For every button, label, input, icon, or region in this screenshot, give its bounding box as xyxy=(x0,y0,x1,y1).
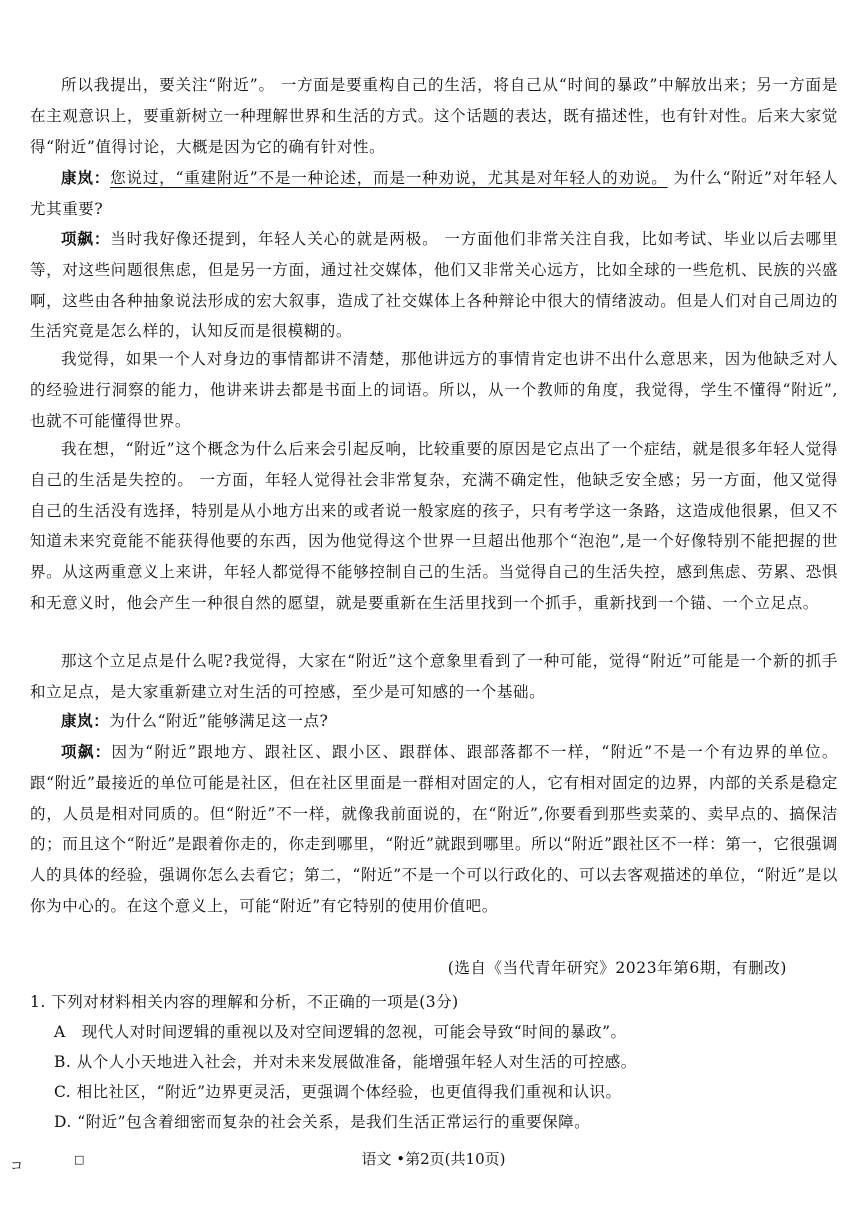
option-a: A 现代人对时间逻辑的重视以及对空间逻辑的忽视，可能会导致“时间的暴政”。 xyxy=(54,1023,627,1041)
paragraph-1: 所以我提出，要关注“附近”。 一方面是要重构自己的生活，将自己从“时间的暴政”中解放出来；另一方面是在主观意识上，要重新树立一种理解世界和生活的方式。这个话题的表达，既有描述性，也有针对性。后来大家觉得“附近”值得讨论，大概是因为它的确有针对性。 xyxy=(30,76,838,156)
speaker-xiangbiao: 项飙： xyxy=(61,743,112,761)
speaker-kanglan: 康岚： xyxy=(61,712,110,730)
option-d: D. “附近”包含着细密而复杂的社会关系，是我们生活正常运行的重要保障。 xyxy=(54,1113,591,1131)
paragraph-2 xyxy=(30,163,838,225)
paragraph-8-text: 因为“附近”跟地方、跟社区、跟小区、跟群体、跟部落都不一样，“附近”不是一个有边界的单位。跟“附近”最接近的单位可能是社区，但在社区里面是一群相对固定的人，它有相对固定的边界，内部的关系是稳定的，人员是相对同质的。但“附近”不一样，就像我前面说的，在“附近”,你要看到那些卖菜的、卖早点的、搞保洁的；而且这个“附近”是跟着你走的，你走到哪里，“附近”就跟到哪里。所以“附近”跟社区不一样：第一，它很强调人的具体的经验，强调你怎么去看它；第二，“附近”不是一个可以行政化的、可以去客观描述的单位，“附近”是以你为中心的。在这个意义上，可能“附近”有它特别的使用价值吧。 xyxy=(30,743,838,915)
paragraph-2-rest: 为什么“附近”对年轻人尤其重要? xyxy=(30,169,838,218)
paragraph-6: 那这个立足点是什么呢?我觉得，大家在“附近”这个意象里看到了一种可能，觉得“附近”可能是一个新的抓手和立足点，是大家重新建立对生活的可控感，至少是可知感的一个基础。 xyxy=(30,652,838,701)
paragraph-4: 我觉得，如果一个人对身边的事情都讲不清楚，那他讲远方的事情肯定也讲不出什么意思来，因为他缺乏对人的经验进行洞察的能力，他讲来讲去都是书面上的词语。所以，从一个教师的角度，我觉得，学生不懂得“附近”,也就不可能懂得世界。 xyxy=(30,350,838,430)
small-box-mark: □ xyxy=(74,1153,85,1166)
page-footer: 语文 •第2页(共10页) xyxy=(361,1150,506,1168)
option-b: B. 从个人小天地进入社会，并对未来发展做准备，能增强年轻人对生活的可控感。 xyxy=(54,1053,637,1071)
paragraph-7 xyxy=(30,706,838,737)
speaker-kanglan: 康岚： xyxy=(61,169,111,187)
paragraph-3-text: 当时我好像还提到，年轻人关心的就是两极。 一方面他们非常关注自我，比如考试、毕业以后去哪里等，对这些问题很焦虑，但是另一方面，通过社交媒体，他们又非常关心远方，比如全球的一些危机、民族的兴盛啊，这些由各种抽象说法形成的宏大叙事，造成了社交媒体上各种辩论中很大的情绪波动。但是人们对自己周边的生活究竟是怎么样的，认知反而是很模糊的。 xyxy=(30,230,838,341)
paragraph-8 xyxy=(30,737,838,922)
paragraph-5: 我在想，“附近”这个概念为什么后来会引起反响，比较重要的原因是它点出了一个症结，就是很多年轻人觉得自己的生活是失控的。 一方面，年轻人觉得社会非常复杂，充满不确定性，他缺乏安全感；另一方面，他又觉得自己的生活没有选择，特别是从小地方出来的或者说一般家庭的孩子，只有考学这一条路，这造成他很累，但又不知道未来究竟能不能获得他要的东西，因为他觉得这个世界一旦超出他那个“泡泡”,是一个好像特别不能把握的世界。从这两重意义上来讲，年轻人都觉得不能够控制自己的生活。当觉得自己的生活失控，感到焦虑、劳累、恐惧和无意义时，他会产生一种很自然的愿望，就是要重新在生活里找到一个抓手，重新找到一个锚、一个立足点。 xyxy=(30,440,838,612)
underlined-quote: 您说过，“重建附近”不是一种论述，而是一种劝说，尤其是对年轻人的劝说。 xyxy=(110,169,668,187)
source-citation: (选自《当代青年研究》2023年第6期，有删改) xyxy=(447,959,787,977)
option-c: C. 相比社区，“附近”边界更灵活，更强调个体经验，也更值得我们重视和认识。 xyxy=(54,1083,622,1101)
paragraph-3 xyxy=(30,224,838,347)
speaker-xiangbiao: 项飙： xyxy=(61,230,111,248)
paragraph-7-text: 为什么“附近”能够满足这一点? xyxy=(109,712,329,730)
question-stem: 1. 下列对材料相关内容的理解和分析，不正确的一项是(3分) xyxy=(30,993,459,1011)
corner-mark: コ xyxy=(10,1159,24,1174)
